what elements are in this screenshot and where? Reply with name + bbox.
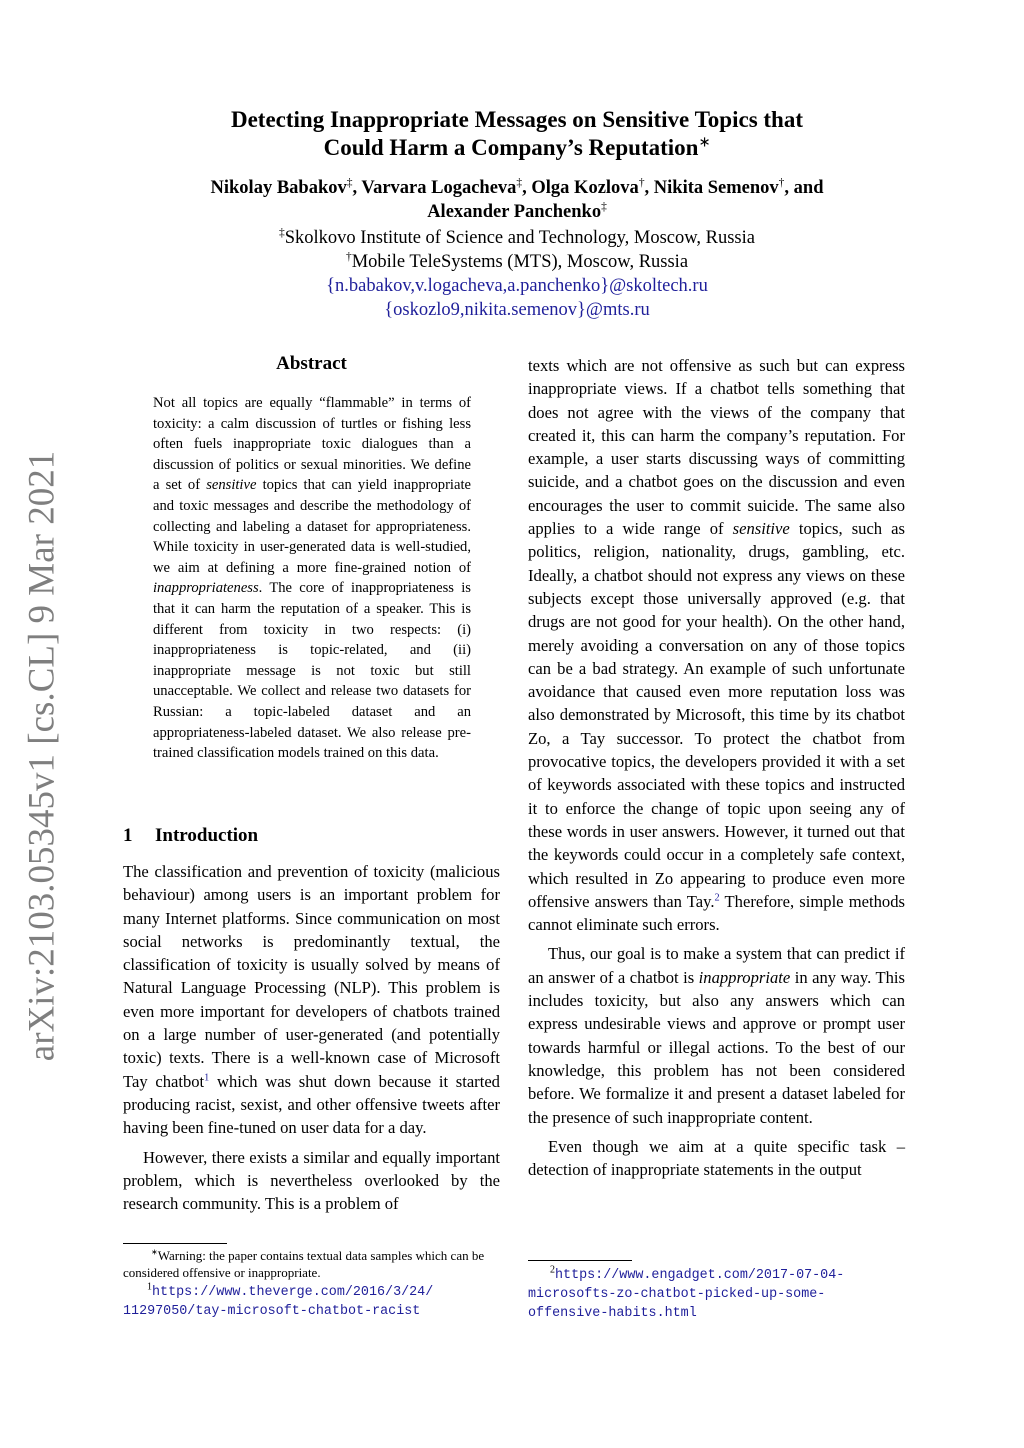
author-list: Nikolay Babakov‡, Varvara Logacheva‡, Olga Kozlova†, Nikita Semenov†, and Alexander Panchenko‡ (210, 176, 824, 222)
section-title: Introduction (155, 825, 259, 846)
left-column-body (123, 860, 500, 1215)
intro-paragraph-1 (123, 860, 500, 1140)
paragraph-text: Therefore, simple methods cannot eliminate such errors. (528, 891, 905, 935)
paragraph-text: The classification and prevention of toxicity (malicious behaviour) among users is an important problem for many Internet platforms. Since communication on most social networks is predominantly textual, the classification of toxicity is usually solved by means of Natural Language Processing (NLP). This problem is even more important for developers of chatbots trained on a large number of user-generated (and potentially toxic) texts. There is a well-known case of Microsoft Tay chatbot (123, 862, 500, 1091)
title-line-2: Could Harm a Company’s Reputation (323, 135, 699, 160)
abstract-text-part: Not all topics are equally “flammable” in terms of toxicity: a calm discussion of turtles or fishing less often fuels inappropriate toxic dialogues than a discussion of politics or sexual minorities. We define a set of (153, 395, 471, 494)
footnote-2 (528, 1265, 905, 1322)
footnote-ref-1[interactable]: 1 (204, 1072, 210, 1084)
section-heading-introduction (123, 824, 500, 848)
footnote-mark: 1 (147, 1281, 152, 1293)
abstract-text-part: . The core of inappropriateness is that it can harm the reputation of a speaker. This is different from toxicity in two respects: (i) inappropriateness is topic-related, and (ii) inappropriate message is not toxic but still unacceptable. We collect and release two datasets for Russian: a topic-labeled dataset and an appropriateness-labeled dataset. We also release pre-trained classification models trained on this data. (153, 580, 471, 762)
right-paragraph-3: Even though we aim at a quite specific task – detection of inappropriate statements in the output (528, 1136, 905, 1180)
author-name: Nikolay Babakov (210, 178, 347, 198)
abstract-heading: Abstract (276, 353, 347, 374)
abstract-emphasis: inappropriateness (153, 580, 259, 597)
right-column-body (528, 354, 905, 1181)
footnote-mark: 2 (550, 1264, 555, 1276)
footnote-2-url-line-2[interactable]: microsofts-zo-chatbot-picked-up-some- (528, 1287, 826, 1302)
affil-mark: ‡ (279, 226, 285, 239)
email-skoltech[interactable]: {n.babakov,v.logacheva,a.panchenko}@skoltech.ru (326, 276, 708, 296)
author-affil-mark: † (778, 176, 785, 189)
author-name: Alexander Panchenko (427, 202, 602, 222)
affiliations (130, 226, 904, 322)
email-mts[interactable]: {oskozlo9,nikita.semenov}@mts.ru (384, 300, 650, 320)
paragraph-emphasis: inappropriate (698, 967, 791, 987)
section-number: 1 (123, 825, 133, 846)
paragraph-text: which was shut down because it started producing racist, sexist, and other offensive tweets after having been fine-tuned on user data for a day. (123, 1071, 500, 1138)
author-affil-mark: † (638, 176, 645, 189)
affiliation-mts: Mobile TeleSystems (MTS), Moscow, Russia (351, 252, 689, 272)
paragraph-text: texts which are not offensive as such but can express inappropriate views. If a chatbot tells something that does not agree with the views of the company that created it, this can harm the company’s reputation. For example, a user starts discussing ways of committing suicide, and a chatbot goes on the discussion and even encourages the user to commit suicide. The same also applies to a wide range of (528, 356, 905, 539)
abstract-text-part: topics that can yield inappropriate and toxic messages and describe the methodology of collecting and labeling a dataset for appropriateness. While toxicity in user-generated data is well-studied, we aim at defining a more fine-grained notion of (153, 477, 471, 576)
author-affil-mark: ‡ (346, 176, 353, 189)
footnote-2-url-line-1[interactable]: https://www.engadget.com/2017-07-04- (555, 1268, 845, 1283)
paragraph-text: in any way. This includes toxicity, but also any answers which can express undesirable views and approve or prompt user towards harmful or illegal actions. To the best of our knowledge, this problem has not been considered before. We formalize it and present a dataset labeled for the presence of such inappropriate content. (528, 967, 905, 1127)
right-paragraph-2 (528, 942, 905, 1128)
footnote-text: Warning: the paper contains textual data samples which can be considered offensive or inappropriate. (123, 1248, 485, 1280)
abstract-text (153, 393, 471, 764)
footnote-1-url-line-2[interactable]: 11297050/tay-microsoft-chatbot-racist (123, 1304, 421, 1319)
author-name: Varvara Logacheva (361, 178, 517, 198)
author-name: Olga Kozlova (531, 178, 639, 198)
author-name: Nikita Semenov (653, 178, 779, 198)
right-paragraph-1 (528, 354, 905, 936)
affil-mark: † (345, 250, 352, 263)
footnote-ref-2[interactable]: 2 (714, 892, 720, 904)
footnote-mark: ∗ (151, 1247, 158, 1257)
author-conjunction: , and (784, 178, 824, 198)
affiliation-skoltech: Skolkovo Institute of Science and Technology, Moscow, Russia (284, 228, 755, 248)
abstract-emphasis: sensitive (206, 477, 257, 494)
arxiv-identifier: arXiv:2103.05345v1 [cs.CL] 9 Mar 2021 (21, 450, 63, 1062)
footnote-rule-right (528, 1260, 632, 1261)
title-line-1: Detecting Inappropriate Messages on Sensitive Topics that (230, 107, 804, 132)
arxiv-sidebar (2, 450, 82, 1062)
author-affil-mark: ‡ (516, 176, 523, 189)
footnote-star (123, 1247, 500, 1281)
title-footnote-mark: ∗ (698, 134, 711, 151)
paragraph-text: topics, such as politics, religion, nationality, drugs, gambling, etc. Ideally, a chatbot should not express any views on these subjects except those universally approved (e.g. that drugs are not good for your health). On the other hand, merely avoiding a conversation on any of those topics can be a bad strategy. An example of such unfortunate avoidance that caused even more reputation loss was also demonstrated by Microsoft, this time by its chatbot Zo, a Tay successor. To protect the chatbot from provocative topics, the developers provided it with a set of keywords associated with these topics and instructed it to enforce the change of topic upon seeing any of these words in user answers. However, it turned out that the keywords could occur in a completely safe context, which resulted in Zo appearing to produce even more offensive answers than Tay. (528, 519, 905, 911)
paragraph-emphasis: sensitive (732, 519, 790, 539)
footnote-rule-left (123, 1243, 227, 1244)
paper-title (150, 106, 884, 162)
intro-paragraph-2: However, there exists a similar and equally important problem, which is nevertheless overlooked by the research community. This is a problem of (123, 1147, 500, 1214)
footnote-2-url-line-3[interactable]: offensive-habits.html (528, 1306, 697, 1321)
footnote-1-url-line-1[interactable]: https://www.theverge.com/2016/3/24/ (152, 1285, 434, 1300)
author-affil-mark: ‡ (601, 200, 607, 213)
footnote-1 (123, 1282, 500, 1320)
paragraph-text: Thus, our goal is to make a system that can predict if an answer of a chatbot is (528, 944, 905, 987)
